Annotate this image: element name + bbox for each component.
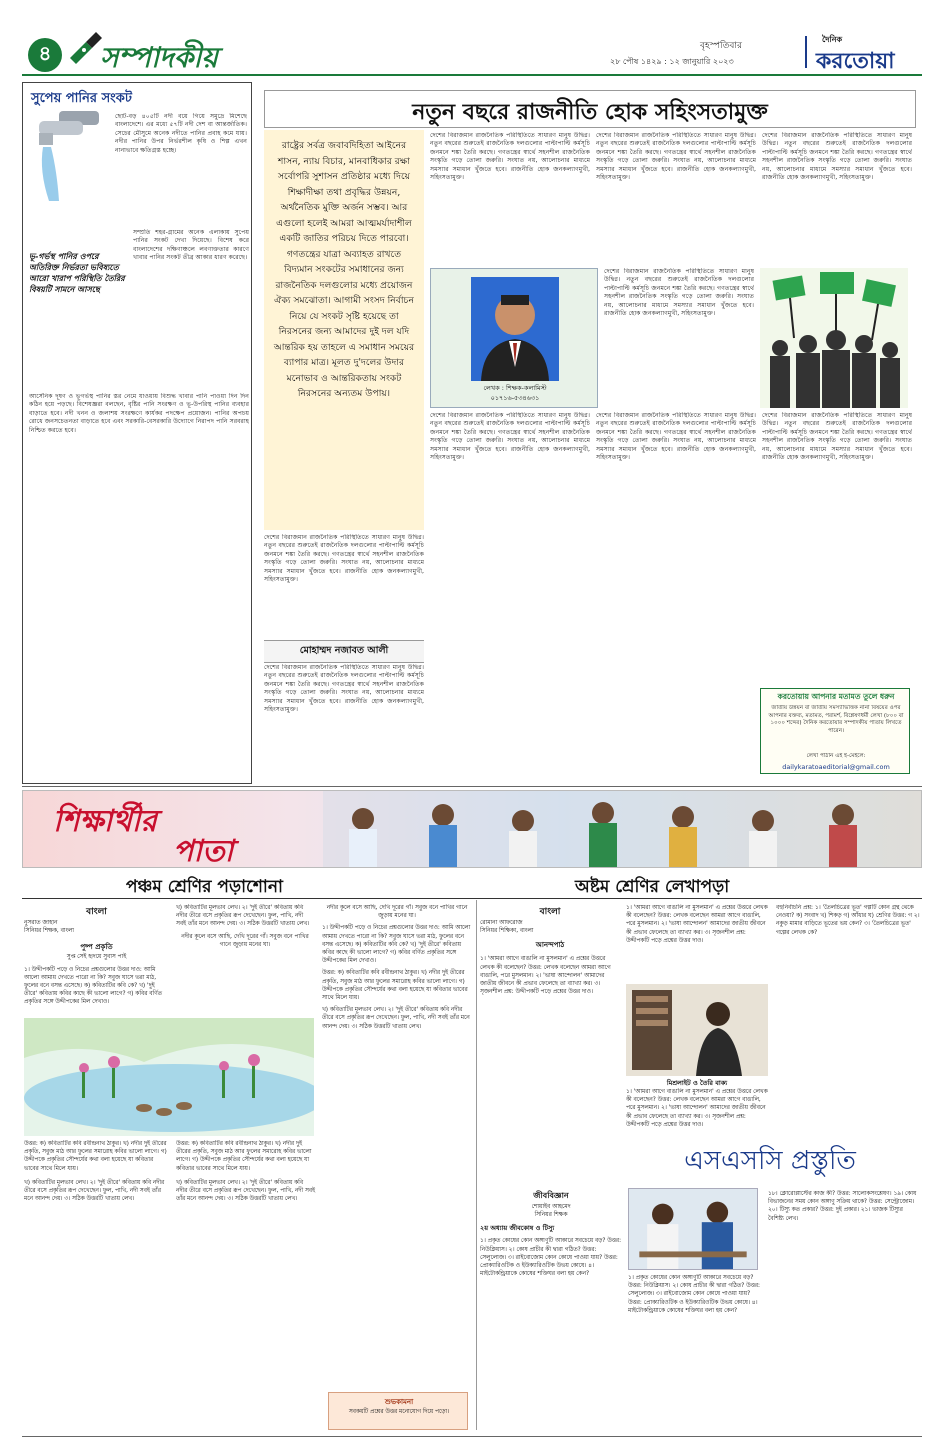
editorial-body-col4: দেশের বিরাজমান রাজনৈতিক পরিস্থিতিতে সাধারণ মানুষ উদ্বিগ্ন। নতুন বছরের শুরুতেই রাজনৈতিক দলগুলোর পাল্টাপাল্টি কর্মসূচি জনমনে শঙ্কা তৈরি করছে। গণতন্ত্রের স্বার্থে সহনশীল রাজনৈতিক সংস্কৃতি গড়ে তোলা জরুরি। সংঘাত নয়, আলোচনার মাধ্যমে সমস্যার সমাধান খুঁজতে হবে। রাজনীতি হোক জনকল্যাণমুখী, সহিংসতামুক্ত। (604, 268, 754, 318)
editorial-body-col8: দেশের বিরাজমান রাজনৈতিক পরিস্থিতিতে সাধারণ মানুষ উদ্বিগ্ন। নতুন বছরের শুরুতেই রাজনৈতিক দলগুলোর পাল্টাপাল্টি কর্মসূচি জনমনে শঙ্কা তৈরি করছে। গণতন্ত্রের স্বার্থে সহনশীল রাজনৈতিক সংস্কৃতি গড়ে তোলা জরুরি। সংঘাত নয়, আলোচনার মাধ্যমে সমস্যার সমাধান খুঁজতে হবে। রাজনীতি হোক জনকল্যাণমুখী, সহিংসতামুক্ত। (596, 412, 756, 462)
editorial-body-col5: দেশের বিরাজমান রাজনৈতিক পরিস্থিতিতে সাধারণ মানুষ উদ্বিগ্ন। নতুন বছরের শুরুতেই রাজনৈতিক দলগুলোর পাল্টাপাল্টি কর্মসূচি জনমনে শঙ্কা তৈরি করছে। গণতন্ত্রের স্বার্থে সহনশীল রাজনৈতিক সংস্কৃতি গড়ে তোলা জরুরি। সংঘাত নয়, আলোচনার মাধ্যমে সমস্যার সমাধান খুঁজতে হবে। রাজনীতি হোক জনকল্যাণমুখী, সহিংসতামুক্ত। (264, 534, 424, 584)
contact-box (760, 688, 910, 774)
class5-middle-3: খ) কবিতাটির মূলভাব লেখ। ২। 'দুই তীরে' কবিতায় কবি নদীর তীরে বসে প্রকৃতির রূপ দেখেছেন। ফুল, পাখি, নদী সবই তাঁর মনে আনন্দ দেয়। ৩। সঠিক উত্তরটি খাতায় লেখ। (176, 1179, 316, 1203)
class8-body: ১। 'আমরা আগে বাঙালি না মুসলমান' এ প্রশ্নের উত্তরে লেখক কী বলেছেন? উত্তর: লেখক বলেছেন আমরা আগে বাঙালি, পরে মুসলমান। ২। 'ভাষা আন্দোলন' আমাদের জাতীয় জীবনে কী প্রভাব ফেলেছে তা ব্যাখ্যা কর। ৩। সৃজনশীল প্রশ্ন: উদ্দীপকটি পড়ে প্রশ্নের উত্তর দাও। (480, 956, 611, 996)
editorial-pullquote: রাষ্ট্রের সর্বত্র জবাবদিহিতা আইনের শাসন, ন্যায় বিচার, মানবাধিকার রক্ষা সর্বোপরি সুশাসন প্রতিষ্ঠার মধ্যে দিয়ে শিক্ষাদীক্ষা তথা প্রবৃদ্ধির উন্নয়ন, অর্থনৈতিক মুক্তি অর্জন সম্ভব। আর এগুলো হলেই আমরা আত্মমর্যাদাশীল একটি জাতির পরিচয় দিতে পারবো। গণতন্ত্রের যাত্রা অব্যাহত রাখতে বিদ্যমান সংকটের সমাধানের জন্য রাজনৈতিক দলগুলোর মধ্যে প্রয়োজন ঐক্য সমঝোতা। আগামী সংসদ নির্বাচন নিয়ে যে সংকট সৃষ্টি হয়েছে তা নিরসনের জন্য আমাদের দুই দল যদি আন্তরিক হয় তাহলে এ সমাধান সময়ের ব্যাপার মাত্র। মূলত দু'দলের উদার মনোভাব ও আন্তরিকতায় সংকট নিরসনের অন্যতম উপায়। (273, 140, 415, 399)
class5-poem-block-2: নদীর কূলে বসে আছি, দেখি দূরের গাঁ। সবুজ বনে পাখির গানে জুড়ায় মনের ঘা। (326, 905, 468, 920)
class5-col2-bottom (176, 1140, 316, 1430)
author-photo (430, 268, 598, 408)
header-day: বৃহস্পতিবার (700, 41, 742, 51)
paper-label: দৈনিক (822, 35, 843, 44)
class8-right: বহুনির্বাচনি প্রশ্ন: ১। 'তৈলচিত্রের ভূত' গল্পটি কোন গ্রন্থ থেকে নেওয়া? ক) সংবাদ খ) শিকড় গ) আঁধার ঘ) শ্রেণির উত্তর: গ ২। নকুড় মামার বাড়িতে ভূতের ভয় কেন? ৩। 'তৈলচিত্রের ভূত' গল্পের লেখক কে? (776, 905, 920, 936)
class8-illustration (626, 984, 768, 1076)
protest-illustration (760, 268, 908, 408)
divider (805, 36, 807, 68)
header-date: ২৮ পৌষ ১৪২৯ : ১২ জানুয়ারি ২০২৩ (610, 57, 734, 66)
class5-middle-4: খ) কবিতাটির মূলভাব লেখ। ২। 'দুই তীরে' কবিতায় কবি নদীর তীরে বসে প্রকৃতির রূপ দেখেছেন। ফুল, পাখি, নদী সবই তাঁর মনে আনন্দ দেয়। ৩। সঠিক উত্তরটি খাতায় লেখ। (322, 1007, 470, 1030)
class8-subject: বাংলা (539, 907, 561, 917)
editorial-body-col2: দেশের বিরাজমান রাজনৈতিক পরিস্থিতিতে সাধারণ মানুষ উদ্বিগ্ন। নতুন বছরের শুরুতেই রাজনৈতিক দলগুলোর পাল্টাপাল্টি কর্মসূচি জনমনে শঙ্কা তৈরি করছে। গণতন্ত্রের স্বার্থে সহনশীল রাজনৈতিক সংস্কৃতি গড়ে তোলা জরুরি। সংঘাত নয়, আলোচনার মাধ্যমে সমস্যার সমাধান খুঁজতে হবে। রাজনীতি হোক জনকল্যাণমুখী, সহিংসতামুক্ত। (596, 132, 756, 182)
class5-poem-block: নদীর কূলে বসে আছি, দেখি দূরের গাঁ। সবুজ বনে পাখির গানে জুড়ায় মনের ঘা। (181, 933, 309, 948)
class5-middle-2: উত্তর: ক) কবিতাটির কবি রবীন্দ্রনাথ ঠাকুর। খ) নদীর দুই তীরের প্রকৃতি, সবুজ মাঠ আর ফুলের সমারোহ কবির ভালো লাগে। গ) উদ্দীপকে প্রকৃতির সৌন্দর্যের কথা বলা হয়েছে যা কবিতার ভাবের সাথে মিলে যায়। (176, 1141, 312, 1172)
left-article-intro: ছোট-বড় ৪০৫টি নদী বয়ে গিয়ে সমুদ্রে মিশেছে বাংলাদেশে। এর মধ্যে ৫৭টি নদী দেশ বা আন্তর্জাতিক। সেচের মৌসুমে অনেক নদীতে পানির প্রবাহ কমে যায়। নদীর পানির উপর নির্ভরশীল কৃষি ও শিল্প এখন নানাভাবে ক্ষতিগ্রস্ত হচ্ছে। (115, 113, 247, 154)
contact-body: জাতীয় উন্নয়ন বা জাতীয় সমস্যাভিত্তিক নানা বিষয়ের ওপর আপনার বক্তব্য, মতামত, পরামর্শ, বিশ্লেষণধর্মী লেখা (৮০০ বা ১০০০ শব্দের) দৈনিক করতোয়ার সম্পাদকীয় পাতায় লিখতে পারেন। (768, 705, 904, 734)
class5-lesson: পুষ্প প্রকৃতি (80, 942, 113, 952)
students-photo-icon (323, 791, 921, 868)
header-rule (22, 74, 922, 76)
ssc-chapter: ২য় অধ্যায় জীবকোষ ও টিস্যু (480, 1224, 555, 1233)
class5-col3 (322, 904, 472, 1340)
class8-teacher: রোমানা আফরোজ (480, 920, 523, 926)
class5-title: পঞ্চম শ্রেণির পড়াশোনা (126, 877, 283, 897)
ssc-col1 (480, 1190, 622, 1430)
class8-col3 (776, 904, 922, 1132)
lake-flowers-illustration (24, 1018, 314, 1136)
paper-name: করতোয়া (816, 48, 895, 74)
editorial-title: নতুন বছরে রাজনীতি হোক সহিংসতামুক্ত (412, 99, 768, 125)
class8-body-3: ১। 'আমরা আগে বাঙালি না মুসলমান' এ প্রশ্নের উত্তরে লেখক কী বলেছেন? উত্তর: লেখক বলেছেন আমরা আগে বাঙালি, পরে মুসলমান। ২। 'ভাষা আন্দোলন' আমাদের জাতীয় জীবনে কী প্রভাব ফেলেছে তা ব্যাখ্যা কর। ৩। সৃজনশীল প্রশ্ন: উদ্দীপকটি পড়ে প্রশ্নের উত্তর দাও। (626, 1089, 768, 1128)
masthead (0, 0, 945, 78)
class5-poem: সুপ্ত সেই হৃদয়ে সুবাস পাই (66, 954, 127, 961)
class5-body-2: ১। উদ্দীপকটি পড়ে ও নিচের প্রশ্নগুলোর উত্তর দাও: আমি আলো আমায় দেখতে পারো না কি? সবুজ ঘাসে ভরা মাঠ, ফুলের বনে বসন্ত এসেছে। ক) কবিতাটির কবি কে? খ) 'দুই তীরে' কবিতায় কবির কাছে কী ভালো লাগে? গ) কবির বর্ণিত প্রকৃতির সঙ্গে উদ্দীপকের মিল দেখাও। (322, 925, 471, 965)
banner-title-2: পাতা (173, 834, 234, 868)
class8-lesson: আনন্দপাঠ (535, 940, 565, 950)
left-article (22, 82, 252, 784)
left-article-title: সুপেয় পানির সংকট (31, 91, 132, 106)
ssc-students-photo (628, 1188, 758, 1270)
left-article-pullquote: ভূ-গর্ভস্থ পানির ওপরে অতিরিক্ত নির্ভরতা ভবিষ্যতে আরো খারাপ পরিস্থিতি তৈরির বিষয়টি সামনে আসছে (29, 251, 125, 294)
class5-answers-2: খ) কবিতাটির মূলভাব লেখ। ২। 'দুই তীরে' কবিতায় কবি নদীর তীরে বসে প্রকৃতির রূপ দেখেছেন। ফুল, পাখি, নদী সবই তাঁর মনে আনন্দ দেয়। ৩। সঠিক উত্তরটি খাতায় লেখ। (24, 1179, 165, 1203)
ssc-teacher: শোয়াইব আহমেদ (531, 1204, 571, 1210)
class5-answers-col (24, 1140, 169, 1430)
class8-img-caption: মিশ্রলাইট ও তৈরি বাক্য (666, 1079, 728, 1087)
class5-middle: খ) কবিতাটির মূলভাব লেখ। ২। 'দুই তীরে' কবিতায় কবি নদীর তীরে বসে প্রকৃতির রূপ দেখেছেন। ফুল, পাখি, নদী সবই তাঁর মনে আনন্দ দেয়। ৩। সঠিক উত্তরটি খাতায় লেখ। (176, 905, 310, 928)
ssc-body-2: ১। প্রকৃত কোষের কোন অঙ্গাণুটি আকারে সবচেয়ে বড়? উত্তর: নিউক্লিয়াস। ২। কোষ প্রাচীর কী দ্বারা গঠিত? উত্তর: সেলুলোজ। ৩। রাইবোজোম কোন কোষে পাওয়া যায়? উত্তর: প্রোক্যারিওটিক ও ইউক্যারিওটিক উভয় কোষে। ৪। মাইটোকন্ড্রিয়াকে কোষের শক্তিঘর বলা হয় কেন? (628, 1275, 760, 1314)
class8-col2-bottom (626, 1088, 768, 1132)
section-title: সম্পাদকীয় (100, 41, 218, 74)
page-number: ৪ (28, 38, 62, 72)
class5-footer-box (328, 1392, 468, 1430)
editorial-body-col9: দেশের বিরাজমান রাজনৈতিক পরিস্থিতিতে সাধারণ মানুষ উদ্বিগ্ন। নতুন বছরের শুরুতেই রাজনৈতিক দলগুলোর পাল্টাপাল্টি কর্মসূচি জনমনে শঙ্কা তৈরি করছে। গণতন্ত্রের স্বার্থে সহনশীল রাজনৈতিক সংস্কৃতি গড়ে তোলা জরুরি। সংঘাত নয়, আলোচনার মাধ্যমে সমস্যার সমাধান খুঁজতে হবে। রাজনীতি হোক জনকল্যাণমুখী, সহিংসতামুক্ত। (762, 412, 912, 462)
class5-col2-top (176, 904, 314, 1016)
class5-teacher: নুসরাত জাহান (24, 920, 58, 926)
contact-send: লেখা পাঠান এই ই-মেইলে: (806, 753, 866, 759)
contact-title: করতোয়ায় আপনার মতামত তুলে ধরুন (777, 692, 895, 701)
editorial-body-col1: দেশের বিরাজমান রাজনৈতিক পরিস্থিতিতে সাধারণ মানুষ উদ্বিগ্ন। নতুন বছরের শুরুতেই রাজনৈতিক দলগুলোর পাল্টাপাল্টি কর্মসূচি জনমনে শঙ্কা তৈরি করছে। গণতন্ত্রের স্বার্থে সহনশীল রাজনৈতিক সংস্কৃতি গড়ে তোলা জরুরি। সংঘাত নয়, আলোচনার মাধ্যমে সমস্যার সমাধান খুঁজতে হবে। রাজনীতি হোক জনকল্যাণমুখী, সহিংসতামুক্ত। (430, 132, 590, 182)
contact-email[interactable]: dailykaratoaeditorial@gmail.com (782, 763, 890, 771)
class5-subject: বাংলা (86, 907, 107, 917)
author-name: মোহাম্মদ নজাবত আলী (264, 640, 424, 663)
class5-body: ১। উদ্দীপকটি পড়ে ও নিচের প্রশ্নগুলোর উত্তর দাও: আমি আলো আমায় দেখতে পারো না কি? সবুজ ঘাসে ভরা মাঠ, ফুলের বনে বসন্ত এসেছে। ক) কবিতাটির কবি কে? খ) 'দুই তীরে' কবিতায় কবির কাছে কী ভালো লাগে? গ) কবির বর্ণিত প্রকৃতির সঙ্গে উদ্দীপকের মিল দেখাও। (24, 966, 162, 1006)
ssc-school: সিনিয়র শিক্ষক (534, 1212, 568, 1219)
banner-title-1: শিক্ষার্থীর (53, 804, 157, 839)
left-article-body: আর্সেনিক দূষণ ও ভূগর্ভস্থ পানির স্তর নেমে যাওয়ায় বিশুদ্ধ খাবার পানি পাওয়া দিন দিন কঠিন হয়ে পড়ছে। বিশেষজ্ঞরা বলছেন, বৃষ্টির পানি সংরক্ষণ ও ভূ-উপরিস্থ পানির ব্যবহার বাড়াতে হবে। নদী খনন ও জলাশয় সংরক্ষণে কার্যকর পদক্ষেপ প্রয়োজন। পানির অপচয় রোধে জনসচেতনতা বাড়াতে হবে এবং সরকারি-বেসরকারি উদ্যোগে নিরাপদ পানি সরবরাহ নিশ্চিত করতে হবে। (29, 393, 249, 434)
class8-body-2: ১। 'আমরা আগে বাঙালি না মুসলমান' এ প্রশ্নের উত্তরে লেখক কী বলেছেন? উত্তর: লেখক বলেছেন আমরা আগে বাঙালি, পরে মুসলমান। ২। 'ভাষা আন্দোলন' আমাদের জাতীয় জীবনে কী প্রভাব ফেলেছে তা ব্যাখ্যা কর। ৩। সৃজনশীল প্রশ্ন: উদ্দীপকটি পড়ে প্রশ্নের উত্তর দাও। (626, 905, 768, 944)
author-portrait-icon (471, 277, 559, 381)
student-page-banner (22, 790, 922, 868)
editorial-body-col7: দেশের বিরাজমান রাজনৈতিক পরিস্থিতিতে সাধারণ মানুষ উদ্বিগ্ন। নতুন বছরের শুরুতেই রাজনৈতিক দলগুলোর পাল্টাপাল্টি কর্মসূচি জনমনে শঙ্কা তৈরি করছে। গণতন্ত্রের স্বার্থে সহনশীল রাজনৈতিক সংস্কৃতি গড়ে তোলা জরুরি। সংঘাত নয়, আলোচনার মাধ্যমে সমস্যার সমাধান খুঁজতে হবে। রাজনীতি হোক জনকল্যাণমুখী, সহিংসতামুক্ত। (430, 412, 590, 462)
ssc-title: এসএসসি প্রস্তুতি (684, 1146, 856, 1176)
class5-school: সিনিয়র শিক্ষক, বাংলা (24, 928, 74, 935)
class8-col2-top (626, 904, 768, 980)
class8-col1 (480, 904, 620, 1134)
editorial-pullquote-box (264, 130, 424, 530)
footer-rule (22, 1436, 922, 1437)
class-rule (22, 898, 922, 899)
water-tap-icon (29, 111, 109, 203)
ssc-banner (625, 1136, 920, 1188)
class5-footer: শুভকামনা (384, 1397, 414, 1406)
ssc-col2 (628, 1274, 762, 1430)
class5-answers-3: উত্তর: ক) কবিতাটির কবি রবীন্দ্রনাথ ঠাকুর। খ) নদীর দুই তীরের প্রকৃতি, সবুজ মাঠ আর ফুলের সমারোহ কবির ভালো লাগে। গ) উদ্দীপকে প্রকৃতির সৌন্দর্যের কথা বলা হয়েছে যা কবিতার ভাবের সাথে মিলে যায়। (322, 970, 468, 1002)
section-rule (22, 786, 922, 787)
class8-school: সিনিয়র শিক্ষিকা, বাংলা (480, 928, 534, 935)
ssc-right: ১৮। ক্লোরোপ্লাস্টের কাজ কী? উত্তর: সালোকসংশ্লেষণ। ১৯। কোষ বিভাজনের সময় কোন অঙ্গাণু সক্রিয় থাকে? উত্তর: সেন্ট্রোজোম। ২০। টিস্যু কত প্রকার? উত্তর: দুই প্রকার। ২১। ভাজক টিস্যুর বৈশিষ্ট্য লেখ। (768, 1191, 917, 1222)
editorial-body-col3: দেশের বিরাজমান রাজনৈতিক পরিস্থিতিতে সাধারণ মানুষ উদ্বিগ্ন। নতুন বছরের শুরুতেই রাজনৈতিক দলগুলোর পাল্টাপাল্টি কর্মসূচি জনমনে শঙ্কা তৈরি করছে। গণতন্ত্রের স্বার্থে সহনশীল রাজনৈতিক সংস্কৃতি গড়ে তোলা জরুরি। সংঘাত নয়, আলোচনার মাধ্যমে সমস্যার সমাধান খুঁজতে হবে। রাজনীতি হোক জনকল্যাণমুখী, সহিংসতামুক্ত। (762, 132, 912, 182)
left-article-side: সম্প্রতি শহর-গ্রামের অনেক এলাকায় সুপেয় পানির সংকট দেখা দিয়েছে। বিশেষ করে বাংলাদেশের দক্ষিণাঞ্চলে লবণাক্ততার কারণে খাবার পানির সংকট তীব্র আকার ধারণ করেছে। (133, 229, 249, 262)
class5-footer-note: সবকয়টি প্রশ্নের উত্তর মনোযোগ দিয়ে পড়ো। (348, 1409, 450, 1415)
ssc-col3 (768, 1190, 920, 1430)
protest-crowd-icon (760, 268, 908, 408)
editorial-body-col6: দেশের বিরাজমান রাজনৈতিক পরিস্থিতিতে সাধারণ মানুষ উদ্বিগ্ন। নতুন বছরের শুরুতেই রাজনৈতিক দলগুলোর পাল্টাপাল্টি কর্মসূচি জনমনে শঙ্কা তৈরি করছে। গণতন্ত্রের স্বার্থে সহনশীল রাজনৈতিক সংস্কৃতি গড়ে তোলা জরুরি। সংঘাত নয়, আলোচনার মাধ্যমে সমস্যার সমাধান খুঁজতে হবে। রাজনীতি হোক জনকল্যাণমুখী, সহিংসতামুক্ত। (264, 664, 424, 714)
editorial-title-bar (264, 90, 916, 128)
class8-title: অষ্টম শ্রেণির লেখাপড়া (575, 877, 730, 897)
author-caption: লেখক : শিক্ষক-কলামিস্ট (483, 384, 547, 392)
class5-answers: উত্তর: ক) কবিতাটির কবি রবীন্দ্রনাথ ঠাকুর। খ) নদীর দুই তীরের প্রকৃতি, সবুজ মাঠ আর ফুলের সমারোহ কবির ভালো লাগে। গ) উদ্দীপকে প্রকৃতির সৌন্দর্যের কথা বলা হয়েছে যা কবিতার ভাবের সাথে মিলে যায়। (24, 1141, 167, 1172)
ssc-subject: জীববিজ্ঞান (533, 1190, 569, 1200)
ssc-body: ১। প্রকৃত কোষের কোন অঙ্গাণুটি আকারে সবচেয়ে বড়? উত্তর: নিউক্লিয়াস। ২। কোষ প্রাচীর কী দ্বারা গঠিত? উত্তর: সেলুলোজ। ৩। রাইবোজোম কোন কোষে পাওয়া যায়? উত্তর: প্রোক্যারিওটিক ও ইউক্যারিওটিক উভয় কোষে। ৪। মাইটোকন্ড্রিয়াকে কোষের শক্তিঘর বলা হয় কেন? (480, 1238, 622, 1278)
column-divider (476, 900, 477, 1430)
author-phone: ০১৭১৬-৫৩৪৬৩১ (490, 394, 540, 402)
